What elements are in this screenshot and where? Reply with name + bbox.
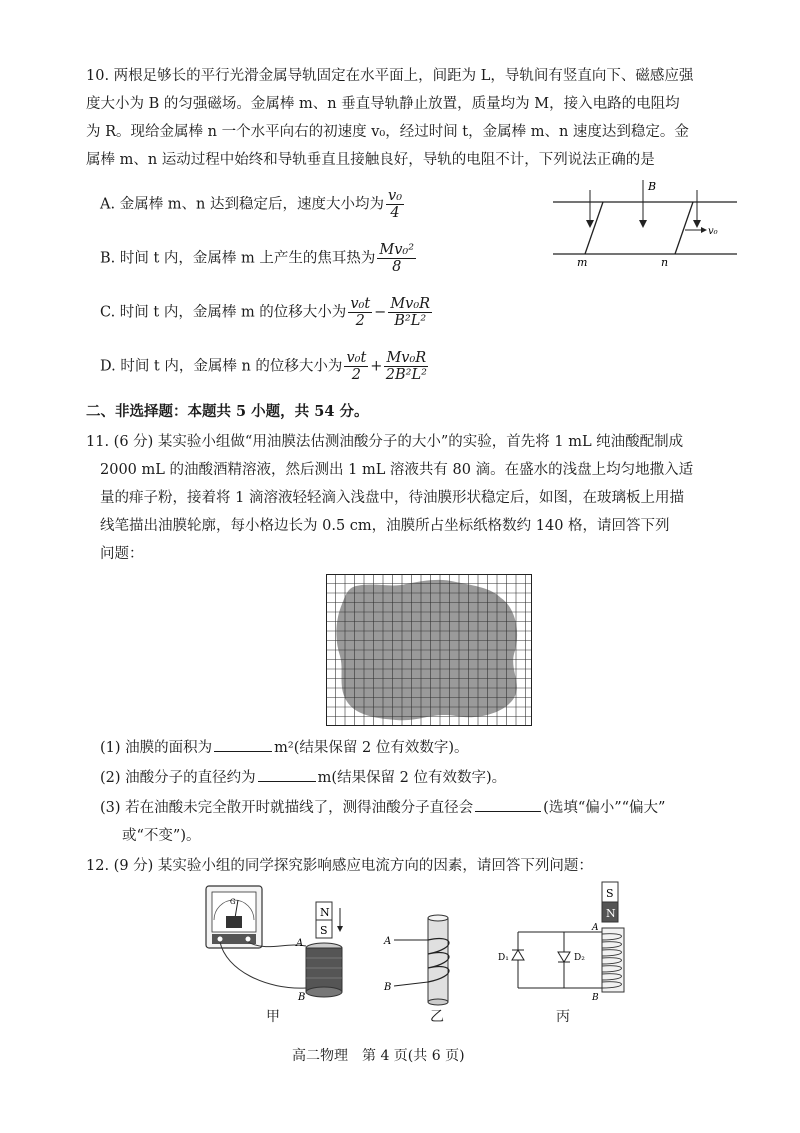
answer-blank-area[interactable] — [214, 737, 272, 752]
figure-jia — [196, 880, 366, 1006]
fig-n-label: n — [661, 256, 669, 268]
option-b-text: B. 时间 t 内，金属棒 m 上产生的焦耳热为 — [100, 250, 376, 267]
option-a-fraction — [386, 188, 404, 221]
answer-blank-diameter[interactable] — [258, 767, 316, 782]
yi-b-label: B — [384, 982, 392, 993]
bing-d2-label: D₂ — [574, 953, 585, 963]
fig-b-label: B — [648, 180, 657, 193]
answer-blank-effect[interactable] — [475, 797, 541, 812]
option-b-fraction — [377, 242, 416, 275]
option-c-frac1 — [348, 296, 372, 329]
q11-sub2-pre: (2) 油酸分子的直径约为 — [100, 770, 256, 786]
q11-sub3-cont: 或“不变”)。 — [122, 828, 201, 844]
jia-magnet-n: N — [320, 906, 330, 919]
option-c-f2-num: Mv₀R — [390, 296, 431, 312]
figure-bing-caption: 丙 — [556, 1009, 570, 1025]
bing-magnet-n: N — [606, 907, 616, 920]
jia-b-label: B — [298, 992, 306, 1003]
q10-option-b — [100, 242, 418, 275]
q11-sub3-pre: (3) 若在油酸未完全散开时就描线了，测得油酸分子直径会 — [100, 800, 474, 816]
option-c-op: − — [374, 304, 387, 321]
q12-stem: 12. (9 分) 某实验小组的同学探究影响感应电流方向的因素，请回答下列问题： — [86, 858, 593, 874]
option-d-f2-num: Mv₀R — [386, 350, 427, 366]
q11-line-2: 2000 mL 的油酸酒精溶液，然后测出 1 mL 溶液共有 80 滴。在盛水的浅盘上均匀地撒入适 — [100, 462, 694, 478]
q10-rail-figure — [545, 176, 745, 268]
q11-sub3-post: (选填“偏小”“偏大” — [543, 800, 666, 816]
section-2-heading: 二、非选择题：本题共 5 小题，共 54 分。 — [86, 403, 369, 420]
q10-line-1: 10. 两根足够长的平行光滑金属导轨固定在水平面上，间距为 L，导轨间有竖直向下、磁感应强 — [86, 68, 694, 84]
q10-line-4: 属棒 m、n 运动过程中始终和导轨垂直且接触良好，导轨的电阻不计，下列说法正确的是 — [86, 152, 655, 168]
q10-option-c — [100, 296, 434, 329]
q11-line-5: 问题： — [100, 546, 144, 562]
option-a-text: A. 金属棒 m、n 达到稳定后，速度大小均为 — [100, 196, 384, 213]
figure-yi — [380, 910, 476, 1006]
option-d-frac1 — [344, 350, 368, 383]
jia-a-label: A — [296, 938, 304, 949]
option-c-f1-den: 2 — [355, 313, 365, 329]
q11-sub1-post: m²(结果保留 2 位有效数字)。 — [274, 740, 469, 756]
yi-a-label: A — [384, 936, 392, 947]
q11-line-3: 量的痱子粉，接着将 1 滴溶液轻轻滴入浅盘中，待油膜形状稳定后，如图，在玻璃板上用描 — [100, 490, 684, 506]
q11-sub-1 — [100, 734, 468, 762]
option-c-text: C. 时间 t 内，金属棒 m 的位移大小为 — [100, 304, 347, 321]
option-d-f1-den: 2 — [351, 367, 361, 383]
q11-stem — [86, 428, 693, 568]
fig-v0-label: v₀ — [708, 226, 718, 237]
figure-yi-caption: 乙 — [430, 1009, 444, 1025]
page-footer: 高二物理 第 4 页(共 6 页) — [292, 1048, 465, 1064]
jia-magnet-s: S — [320, 924, 328, 937]
q11-sub1-pre: (1) 油膜的面积为 — [100, 740, 213, 756]
option-d-text: D. 时间 t 内，金属棒 n 的位移大小为 — [100, 358, 343, 375]
q11-line-1: 11. (6 分) 某实验小组做“用油膜法估测油酸分子的大小”的实验，首先将 1 mL 纯油酸配制成 — [86, 434, 684, 450]
q11-sub-2 — [100, 764, 506, 792]
q10-option-d — [100, 350, 430, 383]
option-b-den: 8 — [392, 259, 402, 275]
option-a-num: v₀ — [388, 188, 403, 204]
oil-film-grid — [326, 574, 532, 726]
option-c-frac2 — [388, 296, 432, 329]
figure-bing — [498, 876, 638, 1006]
bing-magnet-s: S — [606, 887, 614, 900]
option-b-num: Mv₀² — [379, 242, 415, 258]
fig-m-label: m — [577, 256, 588, 268]
option-d-frac2 — [384, 350, 428, 383]
bing-b-label: B — [592, 993, 599, 1003]
figure-jia-caption: 甲 — [266, 1009, 280, 1025]
bing-d1-label: D₁ — [498, 953, 509, 963]
q10-line-2: 度大小为 B 的匀强磁场。金属棒 m、n 垂直导轨静止放置，质量均为 M，接入电路的电阻均 — [86, 96, 680, 112]
option-d-f1-num: v₀t — [346, 350, 367, 366]
q11-line-4: 线笔描出油膜轮廓，每小格边长为 0.5 cm，油膜所占坐标纸格数约 140 格，请回答下列 — [100, 518, 670, 534]
q11-sub2-post: m(结果保留 2 位有效数字)。 — [317, 770, 507, 786]
q11-sub-3 — [100, 794, 665, 850]
option-c-f1-num: v₀t — [350, 296, 371, 312]
option-d-f2-den: 2B²L² — [385, 367, 427, 383]
q10-line-3: 为 R。现给金属棒 n 一个水平向右的初速度 v₀，经过时间 t，金属棒 m、n 速度达到稳定。金 — [86, 124, 689, 140]
option-c-f2-den: B²L² — [394, 313, 427, 329]
option-a-den: 4 — [390, 205, 400, 221]
q10-option-a — [100, 188, 406, 221]
q10-stem — [86, 62, 693, 174]
option-d-op: + — [370, 358, 383, 375]
bing-a-label: A — [592, 923, 599, 933]
galvanometer-g-label: G — [230, 898, 236, 906]
